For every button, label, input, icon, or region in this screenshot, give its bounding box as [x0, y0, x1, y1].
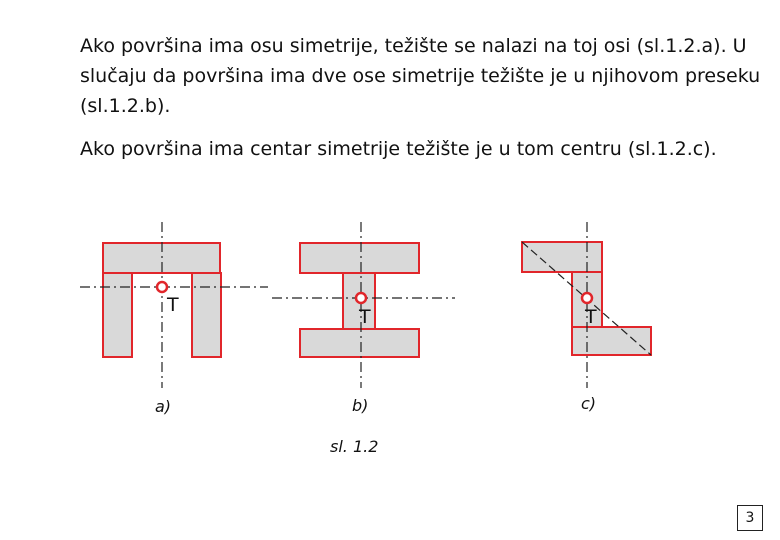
centroid-label-a: T: [167, 294, 179, 316]
shape-b: [272, 222, 455, 388]
paragraph-center-symmetry: Ako površina ima centar simetrije težište je u tom centru (sl.1.2.c).: [80, 138, 717, 160]
shape-c: [522, 222, 651, 388]
caption-b: b): [352, 396, 369, 415]
centroid-label-b: T: [359, 306, 371, 328]
figure-caption: sl. 1.2: [330, 437, 379, 456]
caption-a: a): [155, 397, 172, 416]
shape-a: [80, 222, 268, 388]
caption-c: c): [581, 394, 597, 413]
page-number: 3: [737, 505, 763, 531]
centroid-marker-b: [356, 293, 366, 303]
centroid-label-c: T: [585, 306, 597, 328]
centroid-marker-c: [582, 293, 592, 303]
paragraph-axis-symmetry: Ako površina ima osu simetrije, težište se nalazi na toj osi (sl.1.2.a). U slučaju da površina ima dve ose simetrije težište je u njihovom preseku (sl.1.2.b).: [80, 35, 761, 117]
centroid-marker-a: [157, 282, 167, 292]
